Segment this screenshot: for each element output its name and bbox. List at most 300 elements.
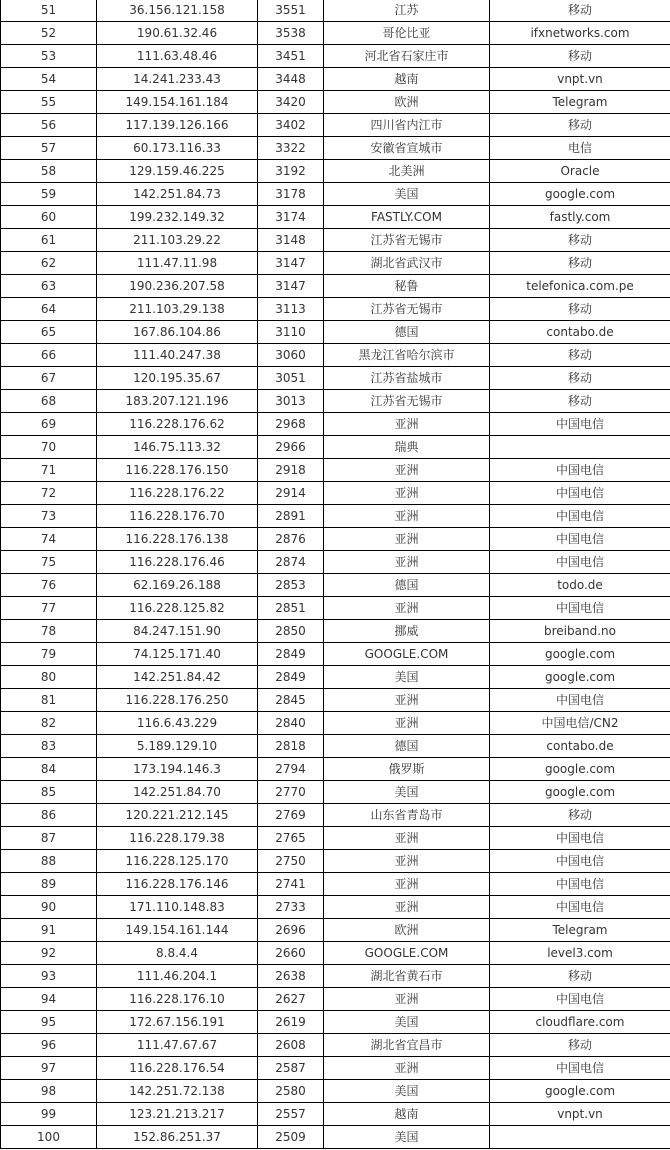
count-cell: 3420 xyxy=(258,91,324,114)
count-cell: 3110 xyxy=(258,321,324,344)
isp-cell: google.com xyxy=(490,643,670,666)
count-cell: 2638 xyxy=(258,965,324,988)
ip-address-cell: 116.228.176.54 xyxy=(97,1057,258,1080)
table-row xyxy=(1,459,670,482)
table-row xyxy=(1,367,670,390)
location-cell: 河北省石家庄市 xyxy=(324,45,490,68)
count-cell: 2587 xyxy=(258,1057,324,1080)
count-cell: 3448 xyxy=(258,68,324,91)
location-cell: 美国 xyxy=(324,781,490,804)
count-cell: 2608 xyxy=(258,1034,324,1057)
rank-cell: 94 xyxy=(1,988,97,1011)
rank-cell: 65 xyxy=(1,321,97,344)
location-cell: 亚洲 xyxy=(324,459,490,482)
ip-address-cell: 74.125.171.40 xyxy=(97,643,258,666)
ip-address-cell: 211.103.29.22 xyxy=(97,229,258,252)
isp-cell: Telegram xyxy=(490,91,670,114)
rank-cell: 53 xyxy=(1,45,97,68)
location-cell: 北美洲 xyxy=(324,160,490,183)
table-row xyxy=(1,114,670,137)
table-row xyxy=(1,965,670,988)
rank-cell: 56 xyxy=(1,114,97,137)
location-cell: 亚洲 xyxy=(324,712,490,735)
count-cell: 2914 xyxy=(258,482,324,505)
table-row xyxy=(1,321,670,344)
ip-address-cell: 111.47.67.67 xyxy=(97,1034,258,1057)
table-row xyxy=(1,298,670,321)
count-cell: 3147 xyxy=(258,252,324,275)
count-cell: 2968 xyxy=(258,413,324,436)
table-row xyxy=(1,620,670,643)
isp-cell: 移动 xyxy=(490,390,670,413)
count-cell: 2769 xyxy=(258,804,324,827)
isp-cell: Oracle xyxy=(490,160,670,183)
table-row xyxy=(1,436,670,459)
isp-cell: cloudflare.com xyxy=(490,1011,670,1034)
isp-cell: 中国电信 xyxy=(490,689,670,712)
isp-cell: 移动 xyxy=(490,0,670,22)
isp-cell xyxy=(490,436,670,459)
location-cell: GOOGLE.COM xyxy=(324,942,490,965)
rank-cell: 100 xyxy=(1,1126,97,1149)
rank-cell: 97 xyxy=(1,1057,97,1080)
isp-cell: contabo.de xyxy=(490,321,670,344)
table-row xyxy=(1,712,670,735)
rank-cell: 55 xyxy=(1,91,97,114)
isp-cell: 中国电信 xyxy=(490,505,670,528)
table-row xyxy=(1,827,670,850)
location-cell: 亚洲 xyxy=(324,873,490,896)
isp-cell: 电信 xyxy=(490,137,670,160)
count-cell: 2845 xyxy=(258,689,324,712)
rank-cell: 58 xyxy=(1,160,97,183)
location-cell: 山东省青岛市 xyxy=(324,804,490,827)
ip-address-cell: 146.75.113.32 xyxy=(97,436,258,459)
table-row xyxy=(1,896,670,919)
ip-address-cell: 149.154.161.144 xyxy=(97,919,258,942)
isp-cell: 中国电信 xyxy=(490,459,670,482)
isp-cell: 中国电信 xyxy=(490,482,670,505)
count-cell: 2850 xyxy=(258,620,324,643)
location-cell: 亚洲 xyxy=(324,413,490,436)
location-cell: 德国 xyxy=(324,735,490,758)
count-cell: 2853 xyxy=(258,574,324,597)
location-cell: 亚洲 xyxy=(324,528,490,551)
ip-address-cell: 190.236.207.58 xyxy=(97,275,258,298)
ip-address-cell: 116.228.176.250 xyxy=(97,689,258,712)
count-cell: 2874 xyxy=(258,551,324,574)
ip-address-cell: 190.61.32.46 xyxy=(97,22,258,45)
count-cell: 2580 xyxy=(258,1080,324,1103)
count-cell: 2627 xyxy=(258,988,324,1011)
ip-address-cell: 116.228.125.170 xyxy=(97,850,258,873)
ip-address-cell: 142.251.84.73 xyxy=(97,183,258,206)
isp-cell: 移动 xyxy=(490,252,670,275)
location-cell: 亚洲 xyxy=(324,597,490,620)
count-cell: 3551 xyxy=(258,0,324,22)
rank-cell: 89 xyxy=(1,873,97,896)
table-row xyxy=(1,1080,670,1103)
rank-cell: 84 xyxy=(1,758,97,781)
rank-cell: 51 xyxy=(1,0,97,22)
table-row xyxy=(1,413,670,436)
ip-address-cell: 120.195.35.67 xyxy=(97,367,258,390)
count-cell: 2849 xyxy=(258,666,324,689)
table-row xyxy=(1,1034,670,1057)
location-cell: 江苏省无锡市 xyxy=(324,229,490,252)
table-body xyxy=(1,0,670,1149)
isp-cell: fastly.com xyxy=(490,206,670,229)
location-cell: 江苏省无锡市 xyxy=(324,298,490,321)
table-row xyxy=(1,68,670,91)
count-cell: 3148 xyxy=(258,229,324,252)
count-cell: 2891 xyxy=(258,505,324,528)
rank-cell: 77 xyxy=(1,597,97,620)
rank-cell: 52 xyxy=(1,22,97,45)
table-row xyxy=(1,1011,670,1034)
ip-address-cell: 5.189.129.10 xyxy=(97,735,258,758)
isp-cell: todo.de xyxy=(490,574,670,597)
location-cell: 瑞典 xyxy=(324,436,490,459)
count-cell: 2840 xyxy=(258,712,324,735)
count-cell: 2918 xyxy=(258,459,324,482)
table-row xyxy=(1,850,670,873)
location-cell: 亚洲 xyxy=(324,896,490,919)
isp-cell: telefonica.com.pe xyxy=(490,275,670,298)
location-cell: 湖北省宜昌市 xyxy=(324,1034,490,1057)
table-row xyxy=(1,804,670,827)
rank-cell: 61 xyxy=(1,229,97,252)
rank-cell: 63 xyxy=(1,275,97,298)
rank-cell: 70 xyxy=(1,436,97,459)
count-cell: 2770 xyxy=(258,781,324,804)
rank-cell: 66 xyxy=(1,344,97,367)
table-row xyxy=(1,528,670,551)
rank-cell: 86 xyxy=(1,804,97,827)
rank-cell: 74 xyxy=(1,528,97,551)
count-cell: 3060 xyxy=(258,344,324,367)
location-cell: FASTLY.COM xyxy=(324,206,490,229)
count-cell: 2660 xyxy=(258,942,324,965)
count-cell: 2509 xyxy=(258,1126,324,1149)
table-row xyxy=(1,482,670,505)
rank-cell: 76 xyxy=(1,574,97,597)
count-cell: 2733 xyxy=(258,896,324,919)
table-row xyxy=(1,390,670,413)
rank-cell: 93 xyxy=(1,965,97,988)
location-cell: 亚洲 xyxy=(324,1057,490,1080)
rank-cell: 59 xyxy=(1,183,97,206)
ip-address-cell: 120.221.212.145 xyxy=(97,804,258,827)
ip-address-cell: 116.228.176.70 xyxy=(97,505,258,528)
location-cell: 美国 xyxy=(324,183,490,206)
isp-cell: google.com xyxy=(490,183,670,206)
isp-cell: google.com xyxy=(490,1080,670,1103)
count-cell: 3451 xyxy=(258,45,324,68)
rank-cell: 67 xyxy=(1,367,97,390)
count-cell: 2557 xyxy=(258,1103,324,1126)
isp-cell: 移动 xyxy=(490,965,670,988)
isp-cell: Telegram xyxy=(490,919,670,942)
isp-cell: 中国电信 xyxy=(490,827,670,850)
rank-cell: 79 xyxy=(1,643,97,666)
isp-cell: vnpt.vn xyxy=(490,1103,670,1126)
rank-cell: 87 xyxy=(1,827,97,850)
location-cell: 越南 xyxy=(324,1103,490,1126)
location-cell: 亚洲 xyxy=(324,988,490,1011)
location-cell: 黑龙江省哈尔滨市 xyxy=(324,344,490,367)
ip-address-cell: 199.232.149.32 xyxy=(97,206,258,229)
ip-address-cell: 152.86.251.37 xyxy=(97,1126,258,1149)
rank-cell: 90 xyxy=(1,896,97,919)
table-row xyxy=(1,183,670,206)
ip-address-cell: 111.63.48.46 xyxy=(97,45,258,68)
rank-cell: 54 xyxy=(1,68,97,91)
count-cell: 3113 xyxy=(258,298,324,321)
location-cell: 哥伦比亚 xyxy=(324,22,490,45)
isp-cell: 移动 xyxy=(490,229,670,252)
table-row xyxy=(1,45,670,68)
ip-address-cell: 211.103.29.138 xyxy=(97,298,258,321)
count-cell: 3402 xyxy=(258,114,324,137)
count-cell: 3174 xyxy=(258,206,324,229)
ip-address-cell: 84.247.151.90 xyxy=(97,620,258,643)
location-cell: 美国 xyxy=(324,1126,490,1149)
isp-cell: 中国电信 xyxy=(490,873,670,896)
table-row xyxy=(1,206,670,229)
rank-cell: 62 xyxy=(1,252,97,275)
ip-address-cell: 117.139.126.166 xyxy=(97,114,258,137)
rank-cell: 96 xyxy=(1,1034,97,1057)
count-cell: 3178 xyxy=(258,183,324,206)
location-cell: 亚洲 xyxy=(324,482,490,505)
location-cell: 德国 xyxy=(324,321,490,344)
count-cell: 2750 xyxy=(258,850,324,873)
isp-cell: google.com xyxy=(490,758,670,781)
rank-cell: 98 xyxy=(1,1080,97,1103)
rank-cell: 72 xyxy=(1,482,97,505)
isp-cell: google.com xyxy=(490,781,670,804)
location-cell: 俄罗斯 xyxy=(324,758,490,781)
count-cell: 3051 xyxy=(258,367,324,390)
table-row xyxy=(1,942,670,965)
count-cell: 2851 xyxy=(258,597,324,620)
ip-address-cell: 142.251.72.138 xyxy=(97,1080,258,1103)
isp-cell: 中国电信 xyxy=(490,597,670,620)
rank-cell: 64 xyxy=(1,298,97,321)
count-cell: 2818 xyxy=(258,735,324,758)
table-row xyxy=(1,22,670,45)
location-cell: 亚洲 xyxy=(324,850,490,873)
table-row xyxy=(1,1057,670,1080)
location-cell: 亚洲 xyxy=(324,827,490,850)
rank-cell: 81 xyxy=(1,689,97,712)
location-cell: 欧洲 xyxy=(324,91,490,114)
table-row xyxy=(1,689,670,712)
count-cell: 3322 xyxy=(258,137,324,160)
isp-cell: 移动 xyxy=(490,114,670,137)
ip-address-cell: 142.251.84.42 xyxy=(97,666,258,689)
location-cell: 亚洲 xyxy=(324,551,490,574)
table-row xyxy=(1,919,670,942)
rank-cell: 71 xyxy=(1,459,97,482)
table-row xyxy=(1,505,670,528)
ip-address-cell: 8.8.4.4 xyxy=(97,942,258,965)
isp-cell: 中国电信/CN2 xyxy=(490,712,670,735)
isp-cell: 移动 xyxy=(490,298,670,321)
location-cell: 江苏省盐城市 xyxy=(324,367,490,390)
rank-cell: 92 xyxy=(1,942,97,965)
isp-cell: vnpt.vn xyxy=(490,68,670,91)
table-row xyxy=(1,137,670,160)
count-cell: 3147 xyxy=(258,275,324,298)
count-cell: 2966 xyxy=(258,436,324,459)
count-cell: 2849 xyxy=(258,643,324,666)
rank-cell: 85 xyxy=(1,781,97,804)
isp-cell: 移动 xyxy=(490,344,670,367)
ip-address-cell: 116.228.176.10 xyxy=(97,988,258,1011)
isp-cell: google.com xyxy=(490,666,670,689)
rank-cell: 60 xyxy=(1,206,97,229)
isp-cell: ifxnetworks.com xyxy=(490,22,670,45)
location-cell: 江苏省无锡市 xyxy=(324,390,490,413)
isp-cell: 中国电信 xyxy=(490,1057,670,1080)
ip-address-cell: 123.21.213.217 xyxy=(97,1103,258,1126)
ip-address-cell: 111.40.247.38 xyxy=(97,344,258,367)
table-row xyxy=(1,160,670,183)
ip-address-cell: 116.6.43.229 xyxy=(97,712,258,735)
table-row xyxy=(1,758,670,781)
rank-cell: 95 xyxy=(1,1011,97,1034)
isp-cell: level3.com xyxy=(490,942,670,965)
isp-cell: 中国电信 xyxy=(490,551,670,574)
rank-cell: 57 xyxy=(1,137,97,160)
ip-address-cell: 149.154.161.184 xyxy=(97,91,258,114)
ip-address-cell: 116.228.176.22 xyxy=(97,482,258,505)
ip-address-cell: 183.207.121.196 xyxy=(97,390,258,413)
ip-address-cell: 36.156.121.158 xyxy=(97,0,258,22)
ip-address-cell: 111.47.11.98 xyxy=(97,252,258,275)
rank-cell: 75 xyxy=(1,551,97,574)
count-cell: 2765 xyxy=(258,827,324,850)
table-row xyxy=(1,873,670,896)
rank-cell: 73 xyxy=(1,505,97,528)
location-cell: 越南 xyxy=(324,68,490,91)
table-row xyxy=(1,344,670,367)
location-cell: 德国 xyxy=(324,574,490,597)
count-cell: 2876 xyxy=(258,528,324,551)
ip-address-cell: 116.228.176.138 xyxy=(97,528,258,551)
ip-address-cell: 116.228.176.146 xyxy=(97,873,258,896)
isp-cell: contabo.de xyxy=(490,735,670,758)
ip-address-cell: 14.241.233.43 xyxy=(97,68,258,91)
rank-cell: 80 xyxy=(1,666,97,689)
count-cell: 3013 xyxy=(258,390,324,413)
isp-cell: 中国电信 xyxy=(490,896,670,919)
location-cell: 美国 xyxy=(324,1080,490,1103)
table-row xyxy=(1,988,670,1011)
location-cell: 挪威 xyxy=(324,620,490,643)
table-row xyxy=(1,1126,670,1149)
table-row xyxy=(1,91,670,114)
isp-cell: 移动 xyxy=(490,804,670,827)
location-cell: 安徽省宣城市 xyxy=(324,137,490,160)
ip-address-cell: 111.46.204.1 xyxy=(97,965,258,988)
table-row xyxy=(1,275,670,298)
isp-cell: 中国电信 xyxy=(490,988,670,1011)
location-cell: 江苏 xyxy=(324,0,490,22)
table-row xyxy=(1,0,670,22)
ip-address-cell: 142.251.84.70 xyxy=(97,781,258,804)
location-cell: 亚洲 xyxy=(324,505,490,528)
table-row xyxy=(1,597,670,620)
location-cell: 湖北省武汉市 xyxy=(324,252,490,275)
ip-address-cell: 171.110.148.83 xyxy=(97,896,258,919)
ip-address-cell: 172.67.156.191 xyxy=(97,1011,258,1034)
location-cell: 美国 xyxy=(324,1011,490,1034)
count-cell: 2619 xyxy=(258,1011,324,1034)
location-cell: 欧洲 xyxy=(324,919,490,942)
isp-cell xyxy=(490,1126,670,1149)
location-cell: 秘鲁 xyxy=(324,275,490,298)
isp-cell: 移动 xyxy=(490,45,670,68)
rank-cell: 88 xyxy=(1,850,97,873)
count-cell: 2696 xyxy=(258,919,324,942)
ip-address-cell: 116.228.125.82 xyxy=(97,597,258,620)
table-row xyxy=(1,1103,670,1126)
ip-address-cell: 116.228.179.38 xyxy=(97,827,258,850)
location-cell: 美国 xyxy=(324,666,490,689)
count-cell: 2741 xyxy=(258,873,324,896)
location-cell: 湖北省黄石市 xyxy=(324,965,490,988)
table-row xyxy=(1,551,670,574)
ip-address-cell: 167.86.104.86 xyxy=(97,321,258,344)
table-row xyxy=(1,643,670,666)
rank-cell: 83 xyxy=(1,735,97,758)
isp-cell: breiband.no xyxy=(490,620,670,643)
rank-cell: 91 xyxy=(1,919,97,942)
ip-address-cell: 116.228.176.46 xyxy=(97,551,258,574)
table-row xyxy=(1,574,670,597)
table-row xyxy=(1,666,670,689)
ip-address-cell: 62.169.26.188 xyxy=(97,574,258,597)
table-row xyxy=(1,252,670,275)
ip-address-cell: 173.194.146.3 xyxy=(97,758,258,781)
location-cell: GOOGLE.COM xyxy=(324,643,490,666)
ip-address-cell: 116.228.176.150 xyxy=(97,459,258,482)
count-cell: 2794 xyxy=(258,758,324,781)
isp-cell: 移动 xyxy=(490,1034,670,1057)
isp-cell: 中国电信 xyxy=(490,850,670,873)
ip-address-cell: 116.228.176.62 xyxy=(97,413,258,436)
table-row xyxy=(1,229,670,252)
rank-cell: 78 xyxy=(1,620,97,643)
rank-cell: 68 xyxy=(1,390,97,413)
table-row xyxy=(1,781,670,804)
isp-cell: 移动 xyxy=(490,367,670,390)
isp-cell: 中国电信 xyxy=(490,528,670,551)
ip-address-cell: 60.173.116.33 xyxy=(97,137,258,160)
rank-cell: 82 xyxy=(1,712,97,735)
ip-address-cell: 129.159.46.225 xyxy=(97,160,258,183)
rank-cell: 69 xyxy=(1,413,97,436)
count-cell: 3538 xyxy=(258,22,324,45)
location-cell: 亚洲 xyxy=(324,689,490,712)
table-row xyxy=(1,735,670,758)
isp-cell: 中国电信 xyxy=(490,413,670,436)
location-cell: 四川省内江市 xyxy=(324,114,490,137)
count-cell: 3192 xyxy=(258,160,324,183)
